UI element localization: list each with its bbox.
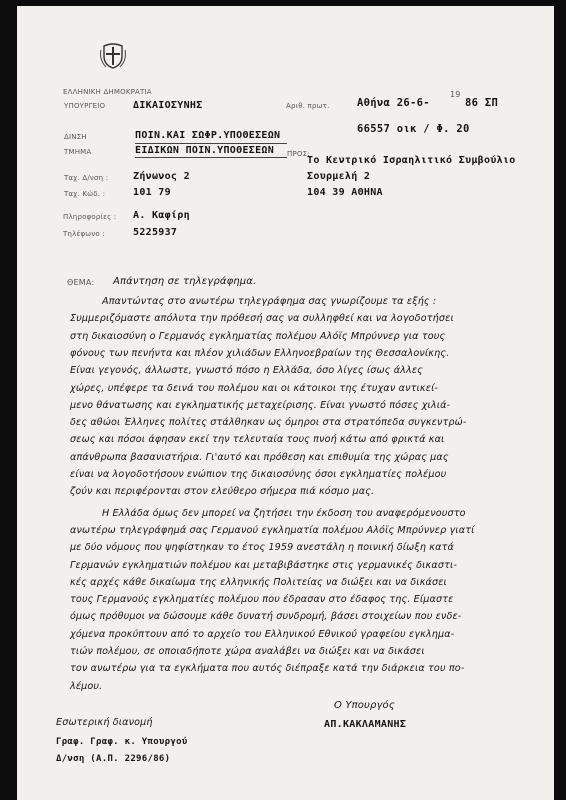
info-label: Πληροφορίες : (63, 213, 117, 221)
body-line: Γερμανών εγκληματιών πολέμου και μεταβιβάστηκε στις γερμανικές δικαστι- (70, 559, 458, 571)
body-line: σεως και πόσοι άφησαν εκεί την τελευταία τους πνοή κάτω από φρικτά και (70, 434, 445, 446)
body-line: είναι να λογοδοτήσουν ενώπιον της δικαιοσύνης όσοι εγκληματίες πολέμου (70, 469, 447, 480)
place-date: Αθήνα 26-6- (357, 97, 430, 109)
body-line: στη δικαιοσύνη ο Γερμανός εγκληματίας πολέμου Αλόϊς Μπρύννερ για τους (70, 330, 446, 342)
postcode-label: Ταχ. Κώδ. : (64, 190, 106, 198)
phone-label: Τηλέφωνο : (63, 230, 105, 238)
distribution-title: Εσωτερική διανομή (56, 717, 153, 728)
body-line: τους Γερμανούς εγκληματίες πολέμου που έδρασαν στο έδαφος της. Είμαστε (70, 594, 454, 606)
body-line: με δύο νόμους που ψηφίστηκαν το έτος 1959 ανεστάλη η ποινική δίωξη κατά (70, 542, 454, 554)
address-value: Ζήνωνος 2 (133, 171, 190, 182)
protocol-value: 66557 οικ / Φ. 20 (357, 123, 470, 135)
section-value: ΕΙΔΙΚΩΝ ΠΟΙΝ.ΥΠΟΘΕΣΕΩΝ (135, 145, 275, 156)
body-line: Απαντώντας στο ανωτέρω τηλεγράφημα σας γνωρίζουμε τα εξής : (70, 296, 437, 307)
subject-label: ΘΕΜΑ: (67, 278, 95, 287)
body-line: ζούν και περιφέρονται στον ελεύθερο σήμερα πιά κόσμο μας. (70, 486, 375, 498)
body-line: Η Ελλάδα όμως δεν μπορεί να ζητήσει την έκδοση του αναφερόμενουστο (70, 507, 466, 519)
section-label: ΤΜΗΜΑ (64, 148, 92, 156)
recipient-line2: Σουρμελή 2 (307, 171, 371, 182)
body-line: φόνους των πενήντα και πλέον χιλιάδων Ελληνοεβραίων της Θεσσαλονίκης. (70, 347, 450, 359)
division-value: ΠΟΙΝ.ΚΑΙ ΣΩΦΡ.ΥΠΟΘΕΣΕΩΝ (135, 130, 281, 141)
year-value: 86 ΣΠ (465, 97, 499, 109)
body-line: όμως πρόθυμοι να δώσουμε κάθε δυνατή συνδρομή, βάσει στοιχείων που ενδε- (70, 611, 462, 623)
address-label: Ταχ. Δ/νση : (64, 174, 109, 182)
recipient-line3: 104 39 ΑΘΗΝΑ (307, 187, 383, 198)
ministry-value: ΔΙΚΑΙΟΣΥΝΗΣ (133, 100, 203, 111)
distribution-line-3: Δ/νση (Α.Π. 2296/86) (56, 754, 171, 764)
body-line: μενο θάνατωσης και εγκληματικής μεταχείρισης. Είναι γνωστό πόσες χιλιά- (70, 399, 451, 411)
subject-text: Απάντηση σε τηλεγράφημα. (113, 276, 257, 287)
division-label: ΔΙΝΣΗ (64, 133, 87, 141)
body-line: κές αρχές κάθε δικαίωμα της ελληνικής Πολιτείας να διώξει και να δικάσει (70, 576, 447, 588)
recipient-line1: Το Κεντρικό Ισραηλιτικό Συμβούλιο (307, 155, 516, 166)
body-line: Συμμεριζόμαστε απόλυτα την πρόθεσή σας να συλληφθεί και να λογοδοτήσει (70, 313, 454, 325)
signature-name: ΑΠ.ΚΑΚΛΑΜΑΝΗΣ (324, 719, 407, 730)
body-line: λέμου. (70, 680, 103, 692)
section-underline (135, 157, 287, 158)
body-line: χόμενα προκύπτουν από το αρχείο του Ελληνικού Εθνικού γραφείου εγκλημα- (70, 628, 455, 640)
body-line: απάνθρωπα βασανιστήρια. Γι'αυτό και πρόθεση και επιθυμία της χώρας μας (70, 451, 449, 463)
ministry-label: ΥΠΟΥΡΓΕΙΟ (64, 102, 106, 110)
protocol-label: Αριθ. πρωτ. (286, 102, 330, 110)
distribution-line-2: Γραφ. Γραφ. κ. Υπουργού (56, 737, 188, 747)
year-prefix: 19 (450, 90, 461, 99)
state-name: ΕΛΛΗΝΙΚΗ ΔΗΜΟΚΡΑΤΙΑ (63, 88, 152, 96)
body-line: Είναι γεγονός, άλλωστε, γνωστό πόσο η Ελλάδα, όσο λίγες ίσως άλλες (70, 365, 423, 377)
body-line: τιών πολέμου, σε οποιαδήποτε χώρα αναλάβει να διώξει και να δικάσει (70, 646, 425, 657)
phone-value: 5225937 (133, 227, 178, 238)
info-value: Α. Καφίρη (133, 210, 190, 221)
body-line: δες αθώοι Έλληνες πολίτες στάλθηκαν ως όμηροι στα στρατόπεδα συγκεντρώ- (70, 417, 467, 429)
signature-role: Ο Υπουργός (334, 700, 395, 711)
body-line: τον ανωτέρω για τα εγκλήματα που αυτός διέπραξε κατά την διάρκεια του πο- (70, 663, 465, 675)
greek-coat-of-arms-icon (98, 40, 128, 70)
body-line: ανωτέρω τηλεγράφημά σας Γερμανού εγκληματία πολέμου Αλόϊς Μπρύννερ γιατί (70, 524, 475, 536)
body-line: χώρες, υπέφερε τα δεινά του πολέμου και οι κάτοικοι της έτυχαν αντικεί- (70, 382, 439, 394)
postcode-value: 101 79 (133, 187, 171, 198)
to-label: ΠΡΟΣ: (287, 150, 310, 158)
division-underline (135, 143, 287, 144)
